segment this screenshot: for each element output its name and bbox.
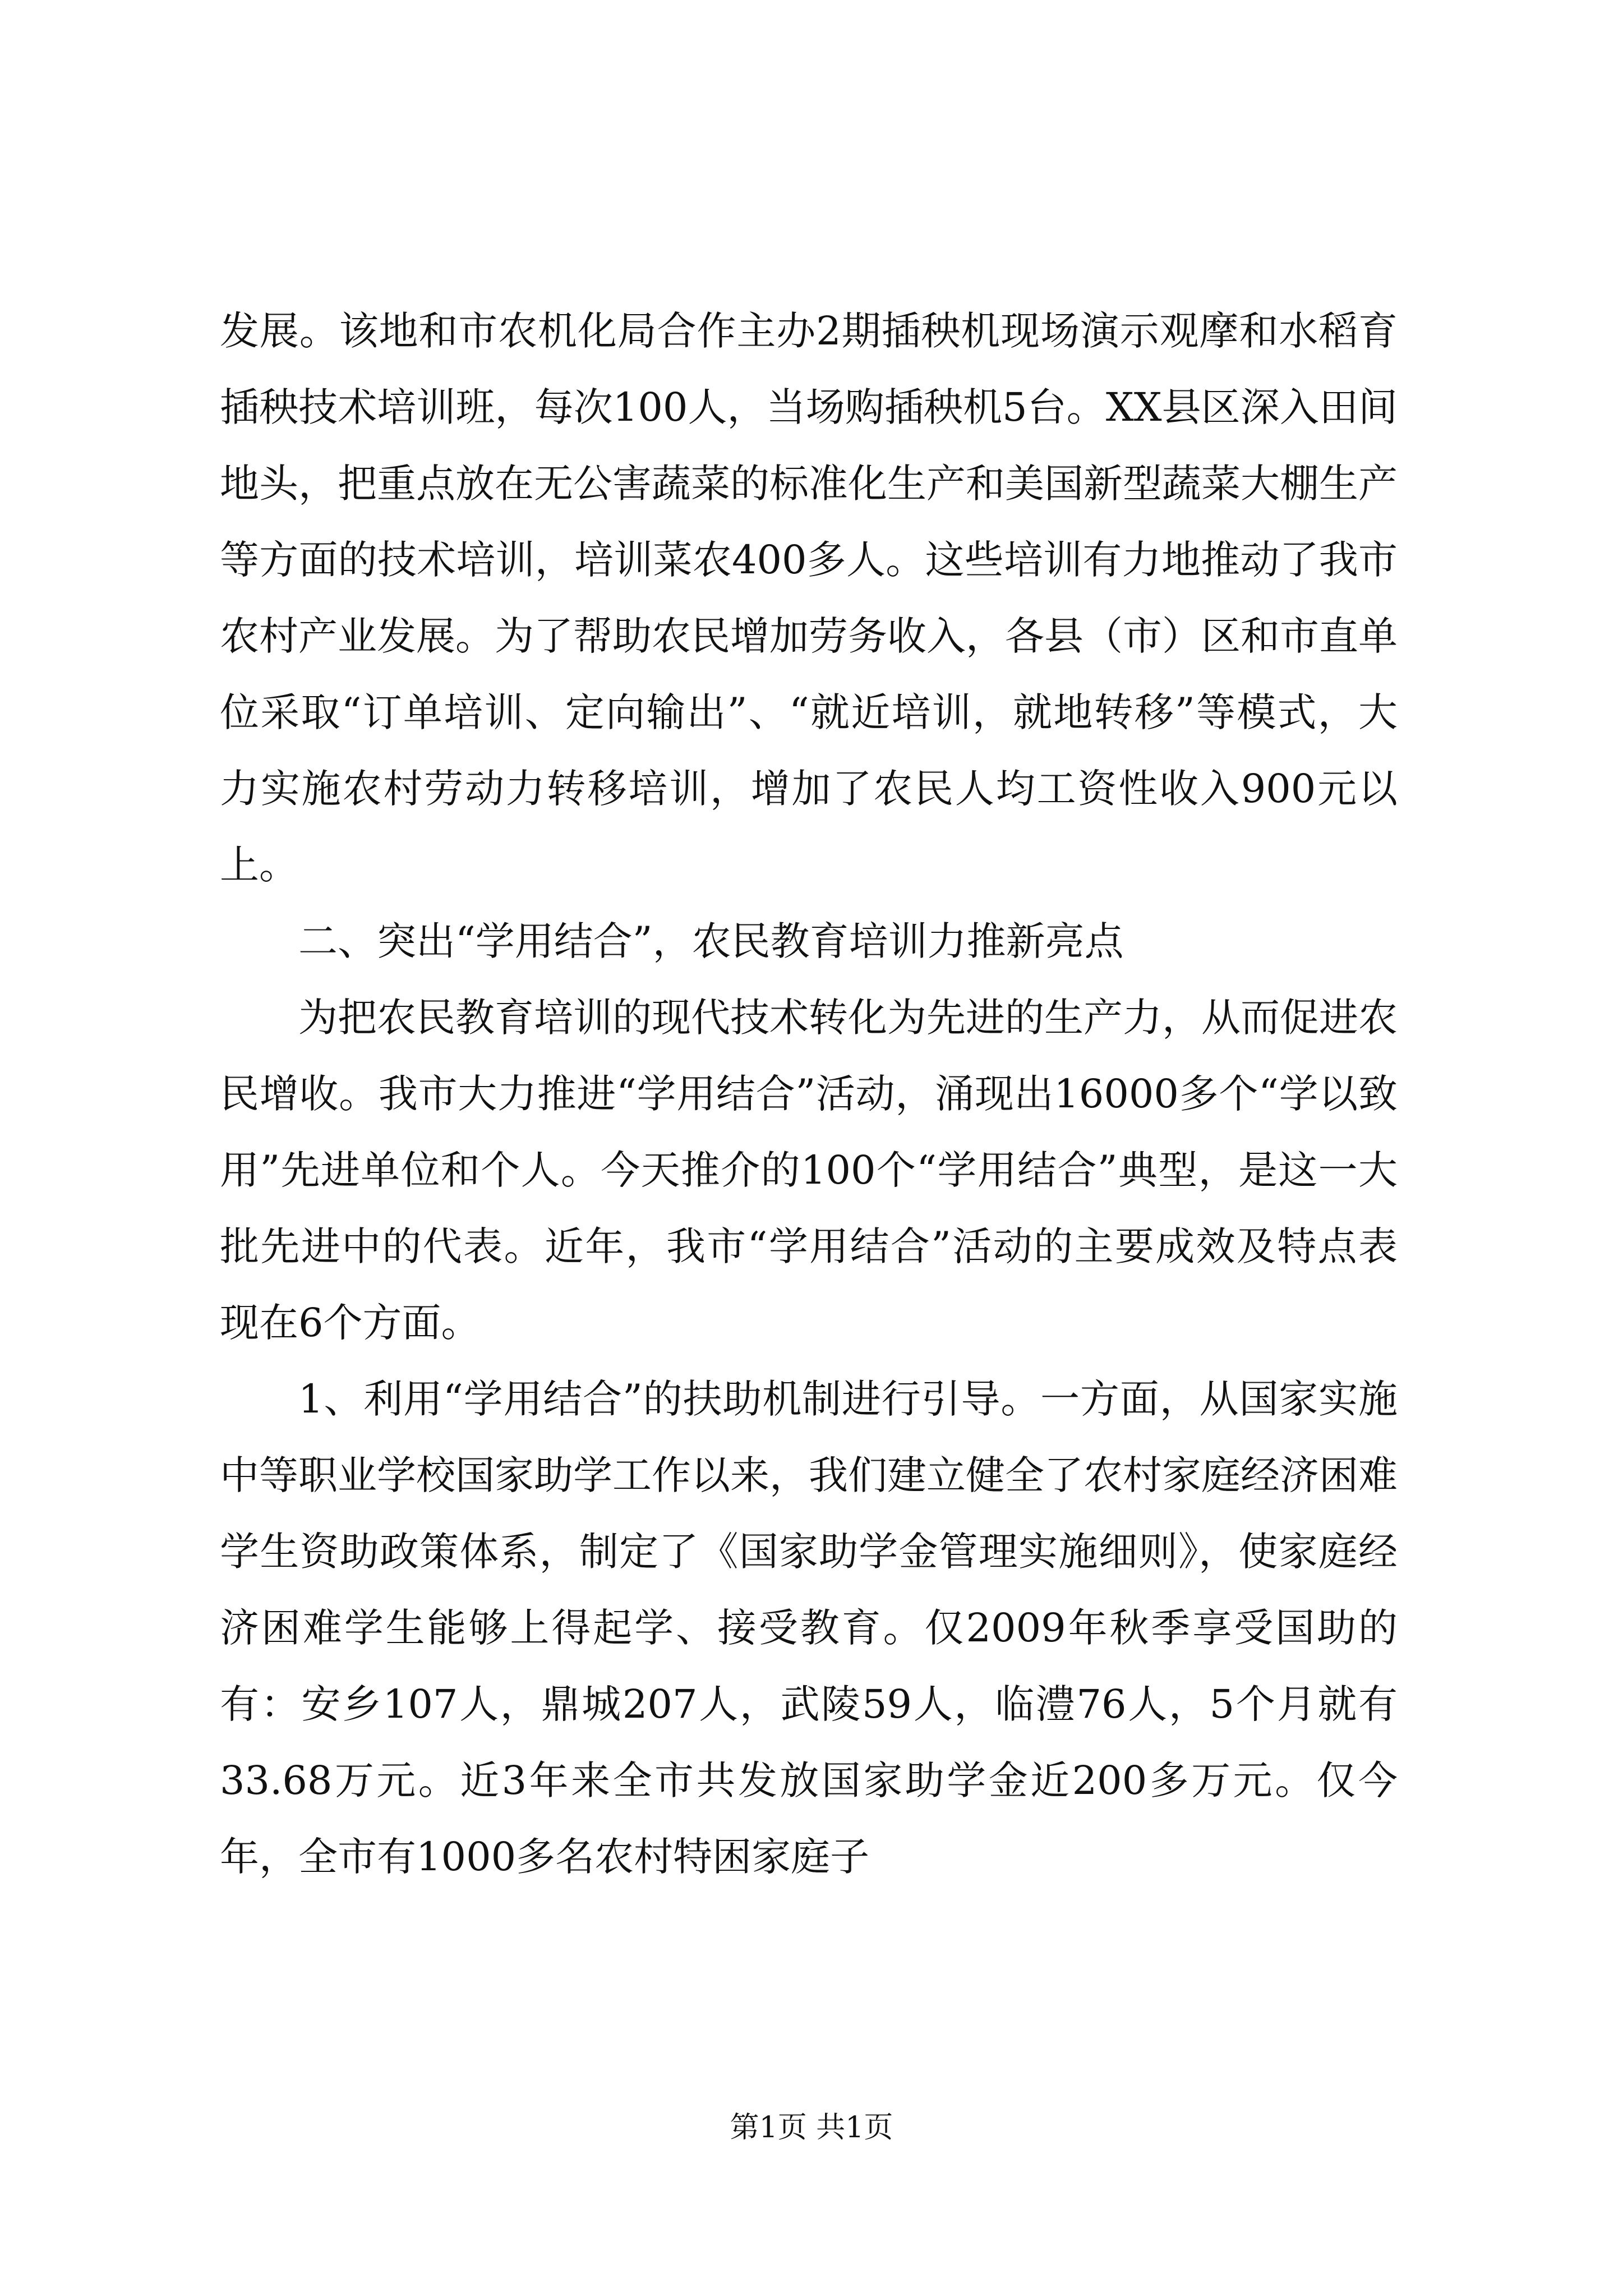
paragraph-intro: 为把农民教育培训的现代技术转化为先进的生产力，从而促进农民增收。我市大力推进“学用结合”活动，涌现出16000多个“学以致用”先进单位和个人。今天推介的100个“学用结合”典型，是这一大批先进中的代表。近年，我市“学用结合”活动的主要成效及特点表现在6个方面。 — [220, 995, 1398, 1346]
section-heading: 二、突出“学用结合”，农民教育培训力推新亮点 — [298, 918, 1124, 964]
page-footer: 第1页 共1页 — [730, 2111, 893, 2145]
paragraph-continuation: 发展。该地和市农机化局合作主办2期插秧机现场演示观摩和水稻育插秧技术培训班，每次100人，当场购插秧机5台。XX县区深入田间地头，把重点放在无公害蔬菜的标准化生产和美国新型蔬菜大棚生产等方面的技术培训，培训菜农400多人。这些培训有力地推动了我市农村产业发展。为了帮助农民增加劳务收入，各县（市）区和市直单位采取“订单培训、定向输出”、“就近培训，就地转移”等模式，大力实施农村劳动力转移培训，增加了农民人均工资性收入900元以上。 — [220, 308, 1398, 888]
paragraph-item-1: 1、利用“学用结合”的扶助机制进行引导。一方面，从国家实施中等职业学校国家助学工作以来，我们建立健全了农村家庭经济困难学生资助政策体系，制定了《国家助学金管理实施细则》，使家庭经济困难学生能够上得起学、接受教育。仅2009年秋季享受国助的有：安乡107人，鼎城207人，武陵59人，临澧76人，5个月就有33.68万元。近3年来全市共发放国家助学金近200多万元。仅今年，全市有1000多名农村特困家庭子 — [220, 1376, 1398, 1880]
document-body — [220, 293, 1398, 1895]
